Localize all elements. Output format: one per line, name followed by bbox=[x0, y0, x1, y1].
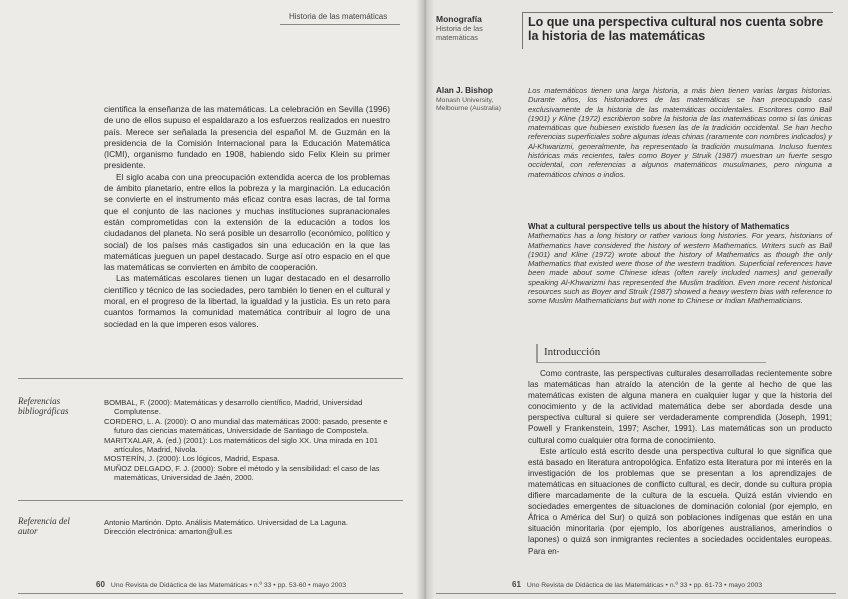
page-footer bbox=[512, 580, 762, 589]
body-paragraph: Como contraste, las perspectivas culturales desarrolladas recientemente sobre las matemáticas han atraído la atención de la gente al hecho de que las matemáticas existen de alguna manera en cualquier lugar y que la historia del conocimiento y de la actividad matemática debe ser abordada desde una perspectiva cultural si quiere ser verdaderamente comprendida (Joseph, 1991; Powell y Frankenstein, 1997; Ascher, 1991). Las matemáticas son un producto cultural como cualquier otra forma de conocimiento. bbox=[528, 369, 832, 445]
body-paragraph: El siglo acaba con una preocupación extendida acerca de los problemas de ámbito planetario, entre ellos la pobreza y la marginación. La educación se convierte en el instrumento más eficaz contra esas lacras, de tal forma que el conjunto de las naciones y muchas instituciones supranacionales están comprometidas con la extensión de la educación a todos los ciudadanos del planeta. No será posible un desarrollo (económico, político y social) de los países más castigados sin una educación en la que las matemáticas jueguen un papel destacado. Surge así otro espacio en el que las matemáticas se convierten en ámbito de cooperación. bbox=[104, 171, 390, 273]
running-head: Historia de las matemáticas bbox=[289, 12, 388, 21]
left-body-text bbox=[104, 104, 390, 330]
reference-item: BOMBAL, F. (2000): Matemáticas y desarrollo científico, Madrid, Universidad Complutense. bbox=[104, 398, 363, 417]
section-label: Monografía bbox=[436, 14, 482, 24]
page-number: 60 bbox=[96, 580, 105, 589]
references-rule bbox=[18, 378, 403, 379]
abstract-english-text: Mathematics has a long history or rather various long histories. For years, historians of Mathematics have considered the history of western Mathematics. Writers such as Ball (1901) and Kline (1972) wrote about the history of Mathematics as though the only Mathematics that existed were those of the western tradition. Superficial references have been made about some Chinese ideas (often rarely included names) and generally speaking Al-Khwarizmi has represented the Muslim tradition. Even more recent historical resources such as Boyer and Struik (1987) showed a heavy western bias with reference to some Muslim Mathematicians but with none to Chinese or Indian Mathematicians. bbox=[528, 231, 832, 306]
footer-text: Uno Revista de Didáctica de las Matemáticas • n.º 33 • pp. 61-73 • mayo 2003 bbox=[526, 582, 763, 589]
author-name: Alan J. Bishop bbox=[436, 86, 493, 95]
intro-heading: Introducción bbox=[544, 346, 601, 358]
reference-item: MOSTERÍN, J. (2000): Los lógicos, Madrid, Espasa. bbox=[104, 454, 280, 464]
right-page bbox=[424, 0, 848, 599]
abstract-spanish: Los matemáticos tienen una larga historia, a más bien tienen varias largas historias. Durante años, los historiadores de las matemáticas se han preocupado casi exclusivamente de la historia de las matemáticas occidentales. Escritores como Ball (1901) y Kline (1972) escribieron sobre la historia de las matemáticas como si las únicas matemáticas que hubiesen existido fuesen las de la tradición occidental. Se han hecho referencias superficiales sobre algunas ideas chinas (raramente con nombres indicados) y Al-Khwarizmi, generalmente, ha representado la tradición musulmana. Incluso fuentes históricas más recientes, tales como Boyer y Struik (1987) muestran un fuerte sesgo occidental, con referencias a algunos matemáticos musulmanes, pero ninguna a matemáticos chinos o indios. bbox=[528, 86, 832, 179]
author-line: Antonio Martinón. Dpto. Análisis Matemático. Universidad de La Laguna. bbox=[104, 518, 348, 527]
references-label: Referencias bibliográficas bbox=[18, 396, 69, 416]
page-number: 61 bbox=[512, 580, 521, 589]
footer-text: Uno Revista de Didáctica de las Matemáticas • n.º 33 • pp. 53-60 • mayo 2003 bbox=[110, 582, 347, 589]
author-line: Dirección electrónica: amarton@ull.es bbox=[104, 527, 232, 537]
reference-item: MUÑOZ DELGADO, F. J. (2000): Sobre el método y la sensibilidad: el caso de las matemáticas, Universidad de Jaén, 2000. bbox=[104, 463, 380, 483]
body-paragraph: cientifica la enseñanza de las matemáticas. La celebración en Sevilla (1996) de uno de ellos supuso el espaldarazo a los esfuerzos realizados en nuestro país. Merece ser señalada la presencia del español M. de Guzmán en la presidencia de la Comisión Internacional para la Educación Matemática (ICMI), organismo fundado en 1908, habiendo sido Felix Klein su primer presidente. bbox=[104, 104, 390, 171]
intro-heading-rule bbox=[536, 362, 766, 363]
reference-item: CORDERO, L. A. (2000): O ano mundial das matemáticas 2000: pasado, presente e futuro das ciencias matemáticas, Universidade de Santiago de Compostela. bbox=[104, 416, 388, 436]
body-paragraph: Este artículo está escrito desde una perspectiva cultural lo que significa que está basado en literatura antropológica. Enfatizo esta literatura por mi interés en la investigación de los problemas que se presentan a los aprendizajes de matemáticas en situaciones de conflicto cultural, es decir, donde su cultura propia difiere marcadamente de la cultura de la escuela. Quizá están viviendo en sociedades emergentes de situaciones de dominación colonial (por ejemplo, en África o América del Sur) o quizá son poblaciones indígenas que están en una situación minoritaria (por ejemplo, los aborígenes australianos, amerindios o lapones) o quizá son inmigrantes recientes a sociedades occidentales europeas. Para en- bbox=[528, 446, 832, 556]
author-label: Referencia del autor bbox=[18, 516, 70, 536]
body-paragraph: Las matemáticas escolares tienen un lugar destacado en el desarrollo científico y técnico de las sociedades, pero también lo tienen en el cultural y moral, en el progreso de la libertad, la igualdad y la justicia. Es un reto para cuantos formamos la comunidad matemática contribuir al logro de una sociedad en la que imperen esos valores. bbox=[104, 273, 390, 329]
footer-rule bbox=[436, 593, 836, 594]
header-rule bbox=[280, 24, 400, 25]
footer-rule bbox=[18, 593, 403, 594]
page-footer bbox=[96, 580, 346, 589]
abstract-english-title: What a cultural perspective tells us about the history of Mathematics bbox=[528, 222, 790, 231]
author-reference bbox=[104, 518, 394, 537]
intro-heading-bar bbox=[536, 344, 538, 362]
abstract-english bbox=[528, 222, 832, 306]
page-gutter-shadow bbox=[416, 0, 434, 599]
right-body-text bbox=[528, 368, 832, 557]
author-rule bbox=[18, 500, 403, 501]
reference-item: MARITXALAR, A. (ed.) (2001): Los matemáticos del siglo XX. Una mirada en 101 artículos, Madrid, Nivola. bbox=[104, 435, 378, 455]
article-title: Lo que una perspectiva cultural nos cuenta sobre la historia de las matemáticas bbox=[528, 15, 824, 43]
author-affiliation: Monash University, Melbourne (Australia) bbox=[436, 97, 501, 112]
references-list bbox=[104, 398, 394, 483]
section-sublabel: Historia de las matemáticas bbox=[436, 24, 483, 42]
